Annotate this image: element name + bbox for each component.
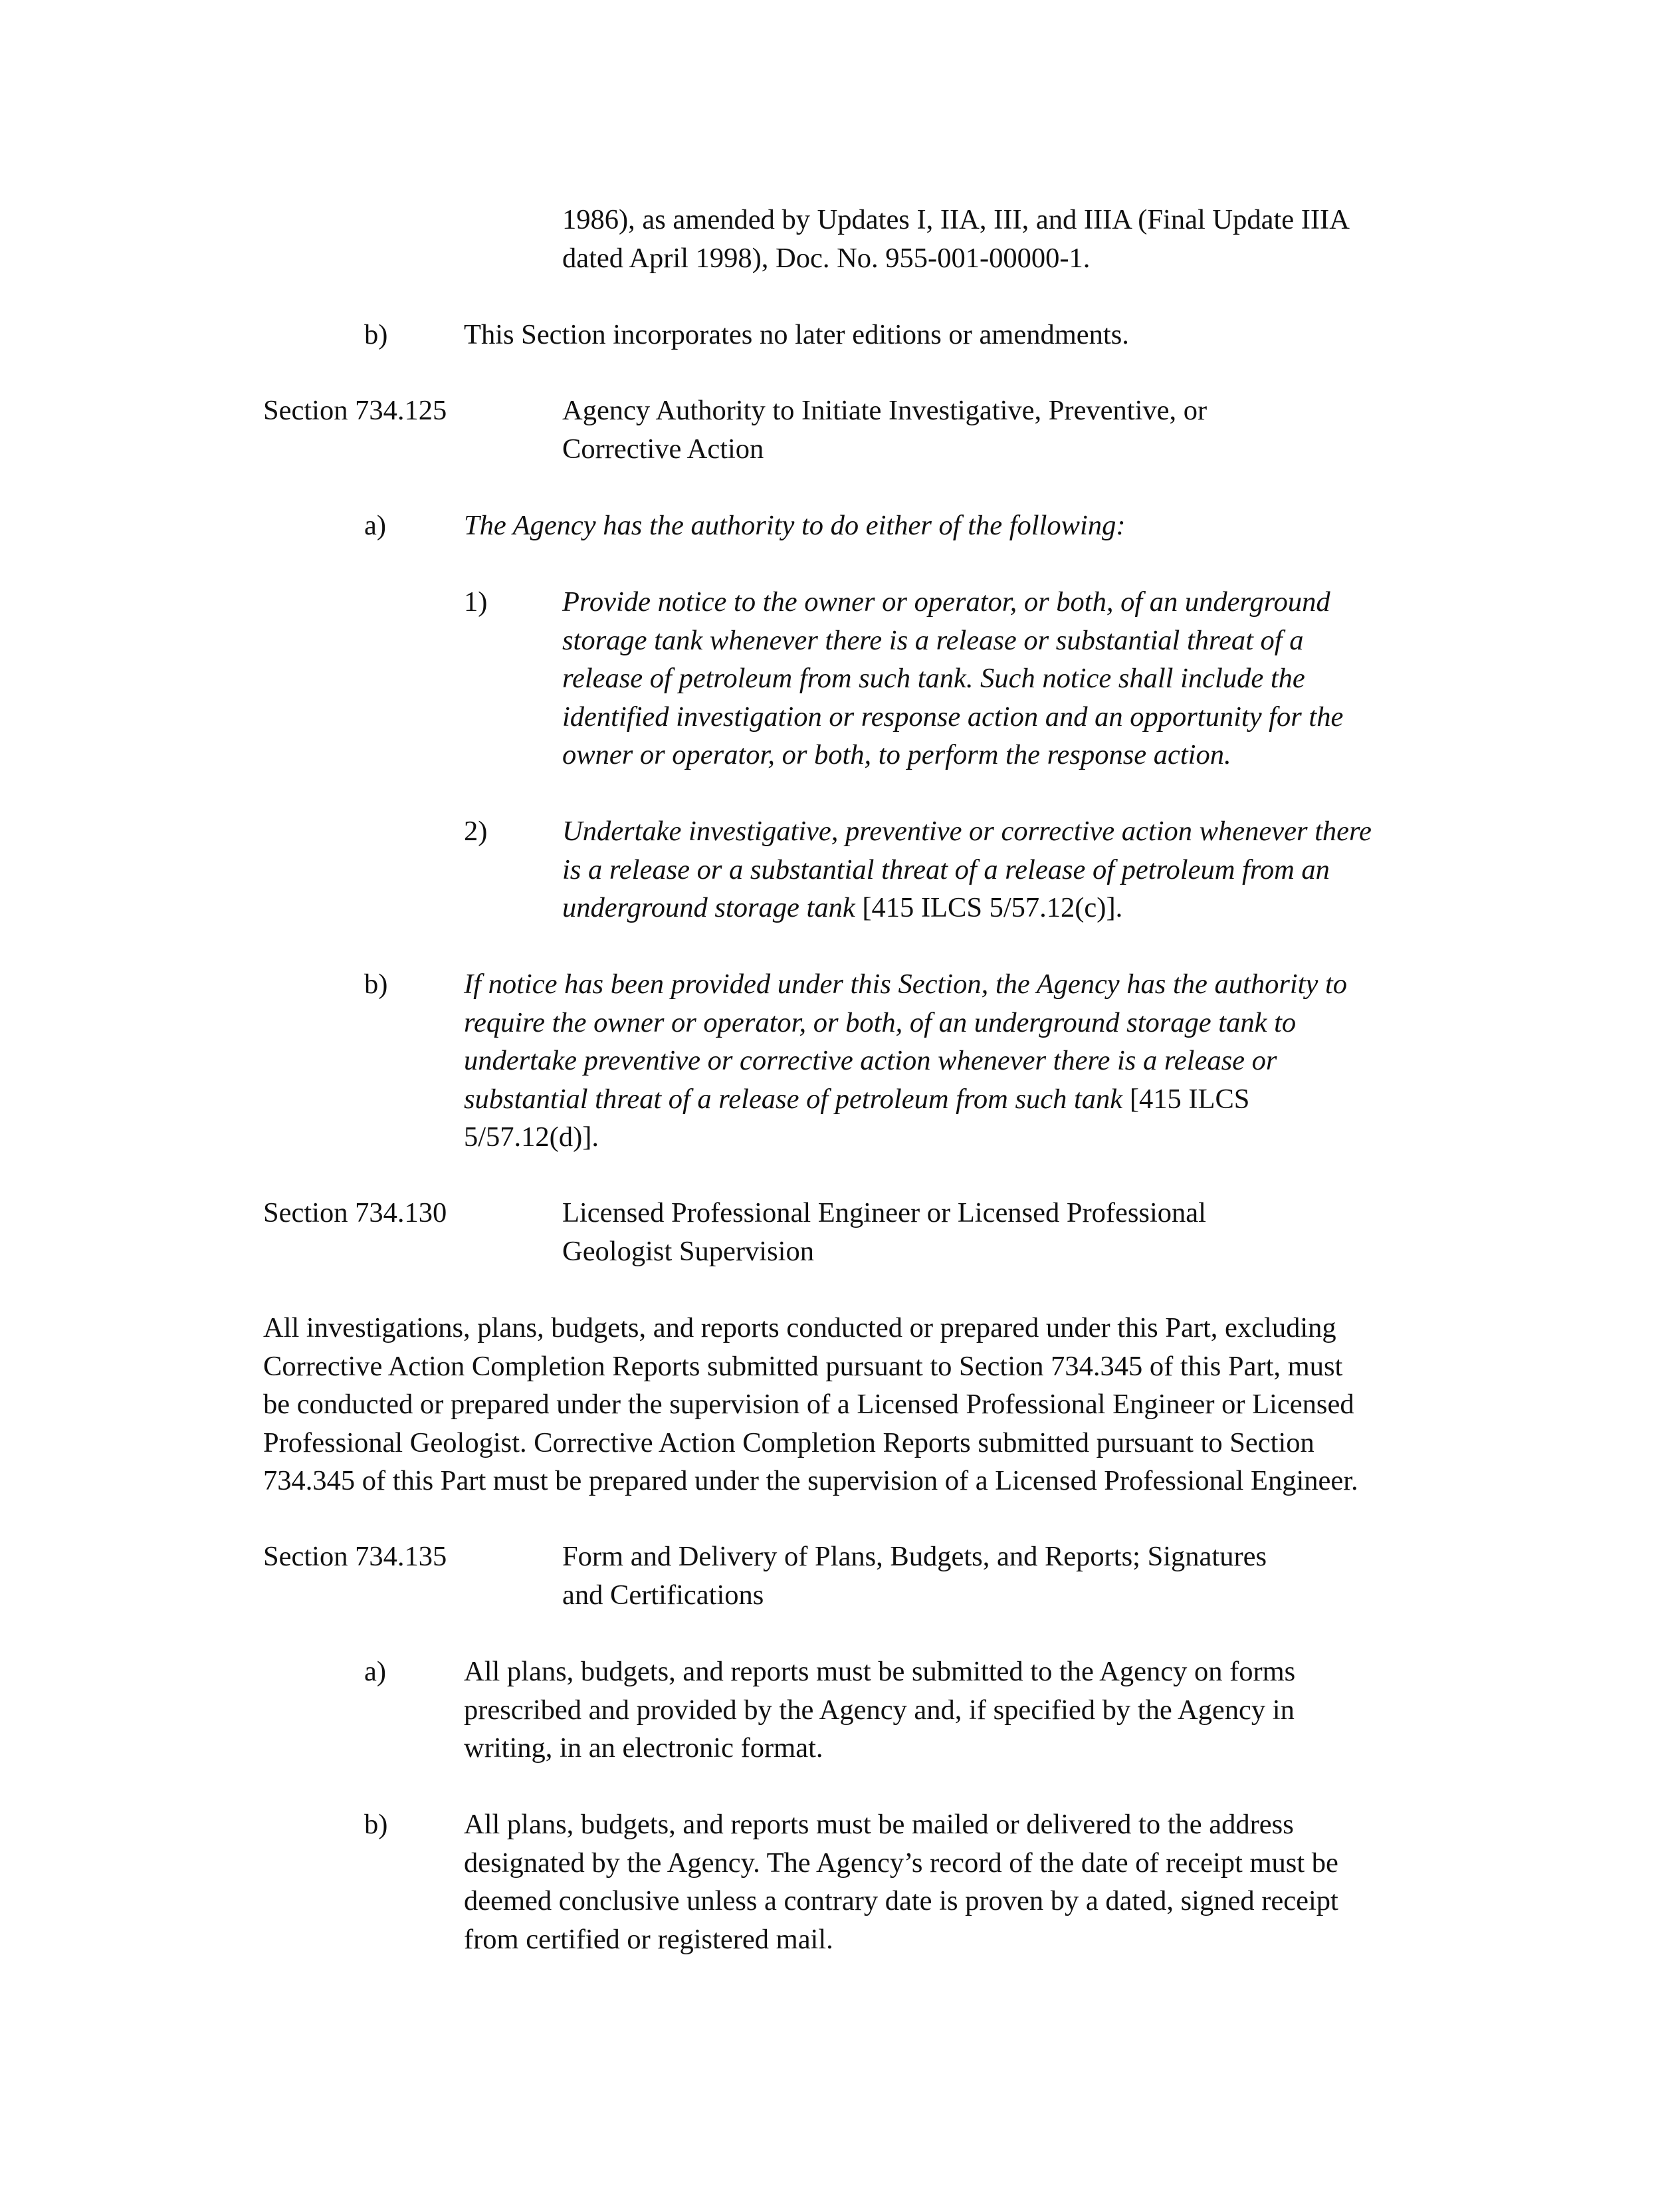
title-line: and Certifications <box>562 1579 764 1611</box>
item-label: 2) <box>464 816 488 847</box>
item-text <box>562 812 1372 927</box>
section-title <box>562 392 1207 468</box>
text-line: All plans, budgets, and reports must be submitted to the Agency on forms <box>464 1656 1296 1687</box>
text-line <box>562 889 1372 927</box>
text-line: Professional Geologist. Corrective Action Completion Reports submitted pursuant to Section <box>263 1427 1314 1458</box>
text-line: designated by the Agency. The Agency’s record of the date of receipt must be <box>464 1847 1338 1879</box>
text-line: 1986), as amended by Updates I, IIA, III, and IIIA (Final Update IIIA <box>562 204 1350 235</box>
item-text <box>562 583 1343 774</box>
text-line: be conducted or prepared under the supervision of a Licensed Professional Engineer or Licensed <box>263 1389 1354 1420</box>
section-title <box>562 1538 1267 1614</box>
text-line: require the owner or operator, or both, of an underground storage tank to <box>464 1006 1297 1038</box>
subsection-label: b) <box>364 1809 388 1840</box>
text-line: Corrective Action Completion Reports submitted pursuant to Section 734.345 of this Part, must <box>263 1350 1343 1382</box>
subsection-label: b) <box>364 319 388 350</box>
text-line: release of petroleum from such tank. Such notice shall include the <box>562 663 1305 694</box>
text-line: identified investigation or response action and an opportunity for the <box>562 701 1344 733</box>
text-line <box>464 1080 1347 1119</box>
citation: [415 ILCS <box>1122 1083 1250 1115</box>
section-body <box>263 1309 1358 1500</box>
italic-run: substantial threat of a release of petroleum from such tank <box>464 1083 1123 1115</box>
text-line: is a release or a substantial threat of a release of petroleum from an <box>562 854 1330 885</box>
continuation-paragraph <box>562 201 1350 277</box>
subsection-label: a) <box>364 510 387 541</box>
title-line: Agency Authority to Initiate Investigative, Preventive, or <box>562 395 1208 426</box>
text-line: Undertake investigative, preventive or corrective action whenever there <box>562 816 1372 847</box>
text-line: Provide notice to the owner or operator, or both, of an underground <box>562 586 1330 618</box>
text-line: 5/57.12(d)]. <box>464 1121 599 1153</box>
title-line: Form and Delivery of Plans, Budgets, and Reports; Signatures <box>562 1541 1267 1572</box>
text-line: deemed conclusive unless a contrary date is proven by a dated, signed receipt <box>464 1885 1338 1916</box>
subsection-text <box>464 965 1347 1157</box>
text-line: owner or operator, or both, to perform the response action. <box>562 739 1231 770</box>
text-line: prescribed and provided by the Agency and, if specified by the Agency in <box>464 1694 1295 1726</box>
text-line: If notice has been provided under this Section, the Agency has the authority to <box>464 969 1348 1000</box>
text-line: storage tank whenever there is a release or substantial threat of a <box>562 624 1304 656</box>
section-title <box>562 1194 1206 1270</box>
text-line: undertake preventive or corrective action whenever there is a release or <box>464 1045 1277 1076</box>
item-label: 1) <box>464 586 488 618</box>
italic-run: underground storage tank <box>562 892 855 923</box>
section-number: Section 734.135 <box>263 1541 447 1572</box>
subsection-text <box>464 1805 1338 1958</box>
subsection-text <box>464 1653 1295 1768</box>
text-line: dated April 1998), Doc. No. 955-001-00000-1. <box>562 242 1091 274</box>
text-line: This Section incorporates no later editions or amendments. <box>464 319 1129 350</box>
section-number: Section 734.125 <box>263 395 447 426</box>
text-line: from certified or registered mail. <box>464 1923 833 1955</box>
title-line: Licensed Professional Engineer or Licensed Professional <box>562 1197 1206 1228</box>
text-line: The Agency has the authority to do either of the following: <box>464 510 1126 541</box>
text-line: All plans, budgets, and reports must be mailed or delivered to the address <box>464 1809 1294 1840</box>
section-number: Section 734.130 <box>263 1197 447 1228</box>
text-line: 734.345 of this Part must be prepared under the supervision of a Licensed Professional Engineer. <box>263 1465 1358 1496</box>
subsection-text <box>464 316 1129 354</box>
subsection-label: a) <box>364 1656 387 1687</box>
text-line: writing, in an electronic format. <box>464 1732 823 1764</box>
text-line: All investigations, plans, budgets, and reports conducted or prepared under this Part, excluding <box>263 1312 1336 1343</box>
subsection-text <box>464 507 1125 545</box>
title-line: Corrective Action <box>562 433 764 465</box>
citation: [415 ILCS 5/57.12(c)]. <box>855 892 1123 923</box>
title-line: Geologist Supervision <box>562 1235 814 1267</box>
subsection-label: b) <box>364 969 388 1000</box>
